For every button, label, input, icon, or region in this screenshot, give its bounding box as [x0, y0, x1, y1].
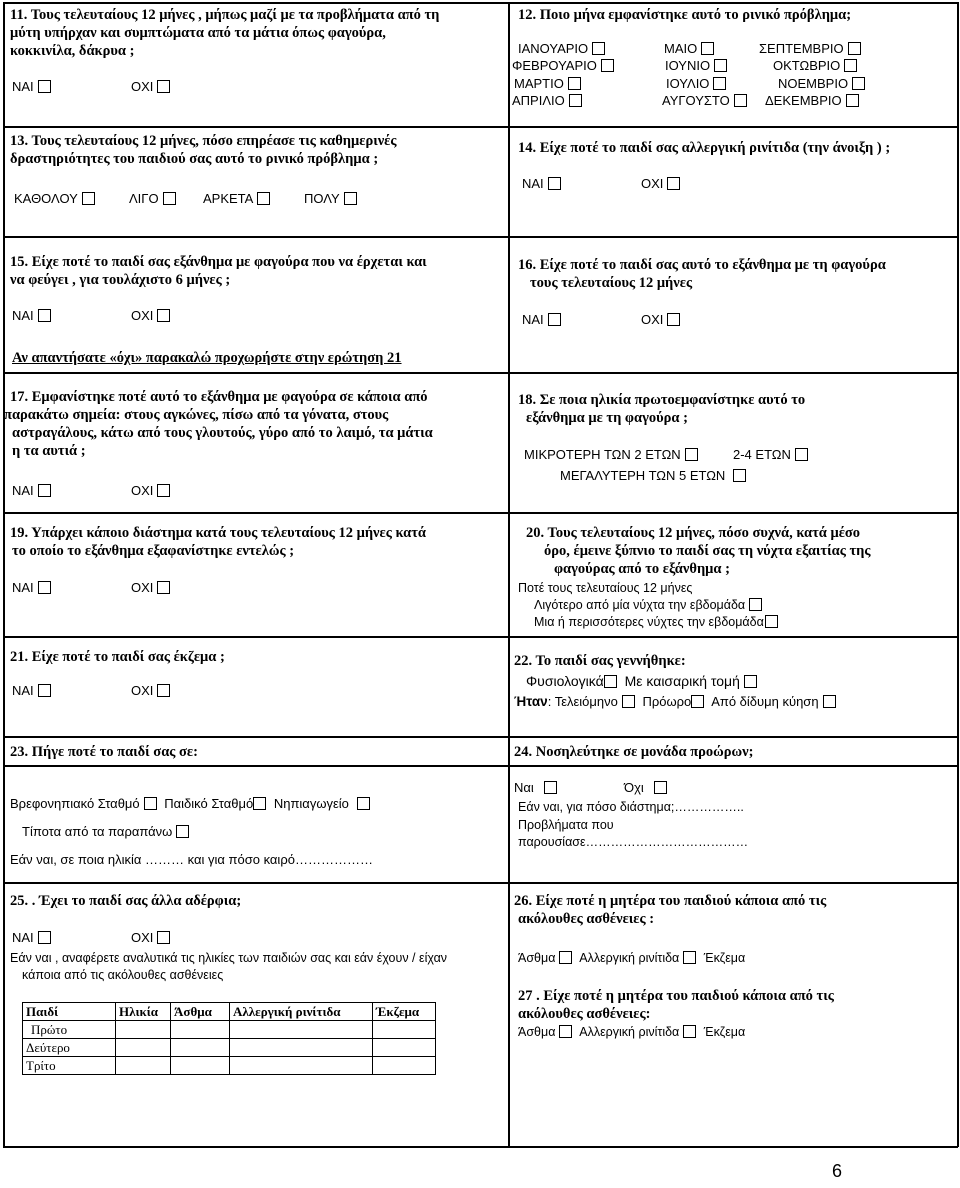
q15-yes-checkbox[interactable] — [38, 309, 51, 322]
q13-option-little: ΛΙΓΟ — [129, 191, 180, 207]
q13-text-line2: δραστηριότητες του παιδιού σας αυτό το ρινικό πρόβλημα ; — [10, 151, 379, 167]
q18-text-line2: εξάνθημα με τη φαγούρα ; — [526, 410, 688, 426]
q17-text-line2: παρακάτω σημεία: στους αγκώνες, πίσω από τα γόνατα, στους — [4, 407, 389, 423]
q27-text-line2: ακόλουθες ασθένειες: — [518, 1006, 651, 1022]
q11-no-label: ΟΧΙ — [131, 79, 154, 94]
q26-asthma-label: Άσθμα — [518, 951, 556, 965]
header-eczema: Έκζεμα — [373, 1003, 436, 1021]
q12-text: 12. Ποιο μήνα εμφανίστηκε αυτό το ρινικό πρόβλημα; — [518, 7, 852, 23]
q22-term-options: Ήταν: Τελειόμηνο Πρόωρο Από δίδυμη κύηση — [514, 694, 840, 710]
q25-yes-option: ΝΑΙ — [12, 930, 55, 946]
q11-text-line1: 11. Τους τελευταίους 12 μήνες , μήπως μαζί με τα προβλήματα από τη — [10, 7, 440, 23]
q22-birth-options — [526, 673, 761, 689]
q16-text-line2: τους τελευταίους 12 μήνες — [530, 275, 693, 291]
cell-input[interactable] — [171, 1021, 230, 1039]
q11-text-line3: κοκκινίλα, δάκρυα ; — [10, 43, 135, 59]
month-aug: ΑΥΓΟΥΣΤΟ — [662, 93, 751, 109]
q17-text-line4: η τα αυτιά ; — [12, 443, 86, 459]
q23-daycare-checkbox[interactable] — [253, 797, 266, 810]
q27-rhinitis-checkbox[interactable] — [683, 1025, 696, 1038]
row-divider-8 — [3, 882, 958, 884]
cell-input[interactable] — [230, 1039, 373, 1057]
q22-premature-checkbox[interactable] — [691, 695, 704, 708]
q20-text-line3: φαγούρας από το εξάνθημα ; — [554, 561, 730, 577]
row-first-label: Πρώτο — [23, 1021, 116, 1039]
q22-fullterm-checkbox[interactable] — [622, 695, 635, 708]
q25-note-line2: κάποια από τις ακόλουθες ασθένειες — [22, 968, 224, 982]
month-may-checkbox[interactable] — [701, 42, 714, 55]
q22-fullterm-label: Τελειόμηνο — [554, 694, 618, 709]
table-row — [23, 1057, 436, 1075]
q14-no-option: ΟΧΙ — [641, 176, 684, 192]
q27-text-line1: 27 . Είχε ποτέ η μητέρα του παιδιού κάποια από τις — [518, 988, 834, 1004]
row-divider-6 — [3, 736, 958, 738]
q16-no-checkbox[interactable] — [667, 313, 680, 326]
q20-less-checkbox[interactable] — [749, 598, 762, 611]
q23-kindergarten-label: Νηπιαγωγείο — [273, 796, 349, 811]
q27-options — [518, 1024, 745, 1040]
cell-input[interactable] — [116, 1021, 171, 1039]
q14-yes-option: ΝΑΙ — [522, 176, 565, 192]
header-asthma: Άσθμα — [171, 1003, 230, 1021]
q24-no-checkbox[interactable] — [654, 781, 667, 794]
q18-option-under2: ΜΙΚΡΟΤΕΡΗ ΤΩΝ 2 ΕΤΩΝ — [524, 447, 702, 463]
frame-left — [3, 2, 5, 1147]
cell-input[interactable] — [373, 1021, 436, 1039]
q20-option-never: Ποτέ τους τελευταίους 12 μήνες — [518, 581, 693, 595]
q11-yes-option — [12, 79, 55, 95]
q23-age-line: Εάν ναι, σε ποια ηλικία ……… και για πόσο καιρό……………… — [10, 852, 373, 867]
q18-text-line1: 18. Σε ποια ηλικία πρωτοεμφανίστηκε αυτό το — [518, 392, 806, 408]
q22-twin-label: Από δίδυμη κύηση — [711, 694, 819, 709]
q26-rhinitis-checkbox[interactable] — [683, 951, 696, 964]
q19-text-line1: 19. Υπάρχει κάποιο διάστημα κατά τους τελευταίους 12 μήνες κατά — [10, 525, 426, 541]
q24-text: 24. Νοσηλεύτηκε σε μονάδα προώρων; — [514, 744, 754, 760]
q19-yes-option: ΝΑΙ — [12, 580, 55, 596]
q16-text-line1: 16. Είχε ποτέ το παιδί σας αυτό το εξάνθημα με τη φαγούρα — [518, 257, 886, 273]
q21-yes-checkbox[interactable] — [38, 684, 51, 697]
month-oct: ΟΚΤΩΒΡΙΟ — [773, 58, 861, 74]
month-jan-checkbox[interactable] — [592, 42, 605, 55]
month-jul: ΙΟΥΛΙΟ — [666, 76, 730, 92]
q16-no-option: ΟΧΙ — [641, 312, 684, 328]
q20-text-line1: 20. Τους τελευταίους 12 μήνες, πόσο συχνά, κατά μέσο — [526, 525, 861, 541]
q25-yes-checkbox[interactable] — [38, 931, 51, 944]
q14-no-checkbox[interactable] — [667, 177, 680, 190]
q17-yes-option: ΝΑΙ — [12, 483, 55, 499]
q27-asthma-checkbox[interactable] — [559, 1025, 572, 1038]
q13-option-much: ΠΟΛΥ — [304, 191, 361, 207]
q24-yes-checkbox[interactable] — [544, 781, 557, 794]
q26-asthma-checkbox[interactable] — [559, 951, 572, 964]
q11-no-checkbox[interactable] — [157, 80, 170, 93]
q18-option-over5: ΜΕΓΑΛΥΤΕΡΗ ΤΩΝ 5 ΕΤΩΝ — [560, 468, 750, 484]
row-third-label: Τρίτο — [23, 1057, 116, 1075]
q13-none-checkbox[interactable] — [82, 192, 95, 205]
column-divider — [508, 2, 510, 1147]
q11-text-line2: μύτη υπήρχαν και συμπτώματα από τα μάτια όπως φαγούρα, — [10, 25, 386, 41]
month-dec: ΔΕΚΕΜΒΡΙΟ — [765, 93, 863, 109]
row-divider-4 — [3, 512, 958, 514]
q11-yes-label: ΝΑΙ — [12, 79, 34, 94]
q26-eczema-label: Έκζεμα — [703, 951, 746, 965]
frame-bottom — [3, 1146, 958, 1148]
month-apr: ΑΠΡΙΛΙΟ — [512, 93, 586, 109]
q24-duration-line: Εάν ναι, για πόσο διάστημα;…………….. — [518, 800, 744, 814]
cell-input[interactable] — [171, 1057, 230, 1075]
month-jul-checkbox[interactable] — [713, 77, 726, 90]
frame-right — [957, 2, 959, 1147]
q26-text-line1: 26. Είχε ποτέ η μητέρα του παιδιού κάποια από τις — [514, 893, 827, 909]
q23-daycare-label: Παιδικό Σταθμό — [164, 796, 254, 811]
month-aug-checkbox[interactable] — [734, 94, 747, 107]
siblings-table — [22, 1002, 436, 1075]
q24-problems-line2: παρουσίασε………………………………… — [518, 835, 749, 849]
q14-yes-checkbox[interactable] — [548, 177, 561, 190]
q19-yes-checkbox[interactable] — [38, 581, 51, 594]
q26-options — [518, 950, 745, 966]
q21-no-option: ΟΧΙ — [131, 683, 174, 699]
month-sep-checkbox[interactable] — [848, 42, 861, 55]
month-mar-checkbox[interactable] — [568, 77, 581, 90]
q24-no-option: Όχι — [624, 780, 671, 796]
q20-text-line2: όρο, έμεινε ξύπνιο το παιδί σας τη νύχτα εξαιτίας της — [544, 543, 871, 559]
month-jan: ΙΑΝΟΥΑΡΙΟ — [518, 41, 609, 57]
cell-input[interactable] — [116, 1039, 171, 1057]
q25-text: 25. . Έχει το παιδί σας άλλα αδέρφια; — [10, 893, 242, 909]
frame-top — [3, 2, 958, 4]
header-rhinitis: Αλλεργική ρινίτιδα — [230, 1003, 373, 1021]
q21-text: 21. Είχε ποτέ το παιδί σας έκζεμα ; — [10, 649, 225, 665]
header-child: Παιδί — [23, 1003, 116, 1021]
q26-rhinitis-label: Αλλεργική ρινίτιδα — [579, 951, 680, 965]
q18-over5-checkbox[interactable] — [733, 469, 746, 482]
q23-nursery-label: Βρεφονηπιακό Σταθμό — [10, 796, 140, 811]
header-age: Ηλικία — [116, 1003, 171, 1021]
siblings-header-row — [23, 1003, 436, 1021]
q20-option-less-than-once: Λιγότερο από μία νύχτα την εβδομάδα — [534, 597, 766, 613]
month-oct-checkbox[interactable] — [844, 59, 857, 72]
row-divider-1 — [3, 126, 958, 128]
q23-kindergarten-checkbox[interactable] — [357, 797, 370, 810]
q22-natural-checkbox[interactable] — [604, 675, 617, 688]
q13-much-checkbox[interactable] — [344, 192, 357, 205]
q25-note-line1: Εάν ναι , αναφέρετε αναλυτικά τις ηλικίες των παιδιών σας και εάν έχουν / είχαν — [10, 951, 448, 965]
month-nov-checkbox[interactable] — [852, 77, 865, 90]
q14-text: 14. Είχε ποτέ το παιδί σας αλλεργική ρινίτιδα (την άνοιξη ) ; — [518, 140, 891, 156]
q15-text-line2: να φεύγει , για τουλάχιστο 6 μήνες ; — [10, 272, 231, 288]
month-feb-checkbox[interactable] — [601, 59, 614, 72]
q11-no-option — [131, 79, 174, 95]
row-divider-3 — [3, 372, 958, 374]
q27-eczema-label: Έκζεμα — [703, 1025, 746, 1039]
cell-input[interactable] — [373, 1057, 436, 1075]
q13-text-line1: 13. Τους τελευταίους 12 μήνες, πόσο επηρέασε τις καθημερινές — [10, 133, 397, 149]
q13-little-checkbox[interactable] — [163, 192, 176, 205]
month-mar: ΜΑΡΤΙΟ — [514, 76, 585, 92]
q19-no-option: ΟΧΙ — [131, 580, 174, 596]
table-row — [23, 1021, 436, 1039]
q22-twin-checkbox[interactable] — [823, 695, 836, 708]
q18-option-2to4: 2-4 ΕΤΩΝ — [733, 447, 812, 463]
q18-2to4-checkbox[interactable] — [795, 448, 808, 461]
q27-asthma-label: Άσθμα — [518, 1025, 556, 1039]
row-divider-5 — [3, 636, 958, 638]
q13-option-none: ΚΑΘΟΛΟΥ — [14, 191, 99, 207]
table-row — [23, 1039, 436, 1057]
row-second-label: Δεύτερο — [23, 1039, 116, 1057]
q16-yes-option: ΝΑΙ — [522, 312, 565, 328]
q17-yes-checkbox[interactable] — [38, 484, 51, 497]
q11-yes-checkbox[interactable] — [38, 80, 51, 93]
q27-rhinitis-label: Αλλεργική ρινίτιδα — [579, 1025, 680, 1039]
month-jun: ΙΟΥΝΙΟ — [665, 58, 731, 74]
month-may: ΜΑΙΟ — [664, 41, 718, 57]
q21-no-checkbox[interactable] — [157, 684, 170, 697]
q15-yes-option: ΝΑΙ — [12, 308, 55, 324]
cell-input[interactable] — [230, 1021, 373, 1039]
month-sep: ΣΕΠΤΕΜΒΡΙΟ — [759, 41, 865, 57]
q22-cesarean-checkbox[interactable] — [744, 675, 757, 688]
q20-option-once-or-more: Μια ή περισσότερες νύχτες την εβδομάδα — [534, 614, 782, 630]
q22-premature-label: Πρόωρο — [642, 694, 692, 709]
q19-no-checkbox[interactable] — [157, 581, 170, 594]
cell-input[interactable] — [373, 1039, 436, 1057]
q25-no-option: ΟΧΙ — [131, 930, 174, 946]
q17-no-checkbox[interactable] — [157, 484, 170, 497]
q23-none-checkbox[interactable] — [176, 825, 189, 838]
q18-under2-checkbox[interactable] — [685, 448, 698, 461]
q13-enough-checkbox[interactable] — [257, 192, 270, 205]
q23-text: 23. Πήγε ποτέ το παιδί σας σε: — [10, 744, 198, 760]
cell-input[interactable] — [116, 1057, 171, 1075]
q17-no-option: ΟΧΙ — [131, 483, 174, 499]
q22-text: 22. Το παιδί σας γεννήθηκε: — [514, 653, 686, 669]
cell-input[interactable] — [230, 1057, 373, 1075]
month-feb: ΦΕΒΡΟΥΑΡΙΟ — [512, 58, 618, 74]
month-jun-checkbox[interactable] — [714, 59, 727, 72]
month-apr-checkbox[interactable] — [569, 94, 582, 107]
q23-options — [10, 796, 374, 812]
q15-text-line1: 15. Είχε ποτέ το παιδί σας εξάνθημα με φαγούρα που να έρχεται και — [10, 254, 427, 270]
q16-yes-checkbox[interactable] — [548, 313, 561, 326]
q15-no-checkbox[interactable] — [157, 309, 170, 322]
q19-text-line2: το οποίο το εξάνθημα εξαφανίστηκε εντελώς ; — [12, 543, 295, 559]
q17-text-line1: 17. Εμφανίστηκε ποτέ αυτό το εξάνθημα με φαγούρα σε κάποια από — [10, 389, 428, 405]
page-number: 6 — [831, 1161, 842, 1181]
q22-cesarean-label: Με καισαρική τομή — [624, 673, 740, 689]
q15-skip-note: Αν απαντήσατε «όχι» παρακαλώ προχωρήστε στην ερώτηση 21 — [12, 350, 402, 366]
q22-was-label: Ήταν — [514, 694, 548, 709]
q24-problems-line1: Προβλήματα που — [518, 818, 614, 832]
q21-yes-option: ΝΑΙ — [12, 683, 55, 699]
q23-nursery-checkbox[interactable] — [144, 797, 157, 810]
row-divider-2 — [3, 236, 958, 238]
q24-yes-option: Ναι — [514, 780, 561, 796]
q26-text-line2: ακόλουθες ασθένειες : — [518, 911, 655, 927]
row-divider-7 — [3, 765, 958, 767]
q13-option-enough: ΑΡΚΕΤΑ — [203, 191, 274, 207]
q17-text-line3: αστραγάλους, κάτω από τους γλουτούς, γύρο από το λαιμό, τα μάτια — [12, 425, 433, 441]
q25-no-checkbox[interactable] — [157, 931, 170, 944]
q22-natural-label: Φυσιολογικά — [526, 673, 604, 689]
q23-none-option: Τίποτα από τα παραπάνω — [22, 824, 193, 840]
cell-input[interactable] — [171, 1039, 230, 1057]
q15-no-option: ΟΧΙ — [131, 308, 174, 324]
q20-more-checkbox[interactable] — [765, 615, 778, 628]
month-nov: ΝΟΕΜΒΡΙΟ — [778, 76, 869, 92]
month-dec-checkbox[interactable] — [846, 94, 859, 107]
